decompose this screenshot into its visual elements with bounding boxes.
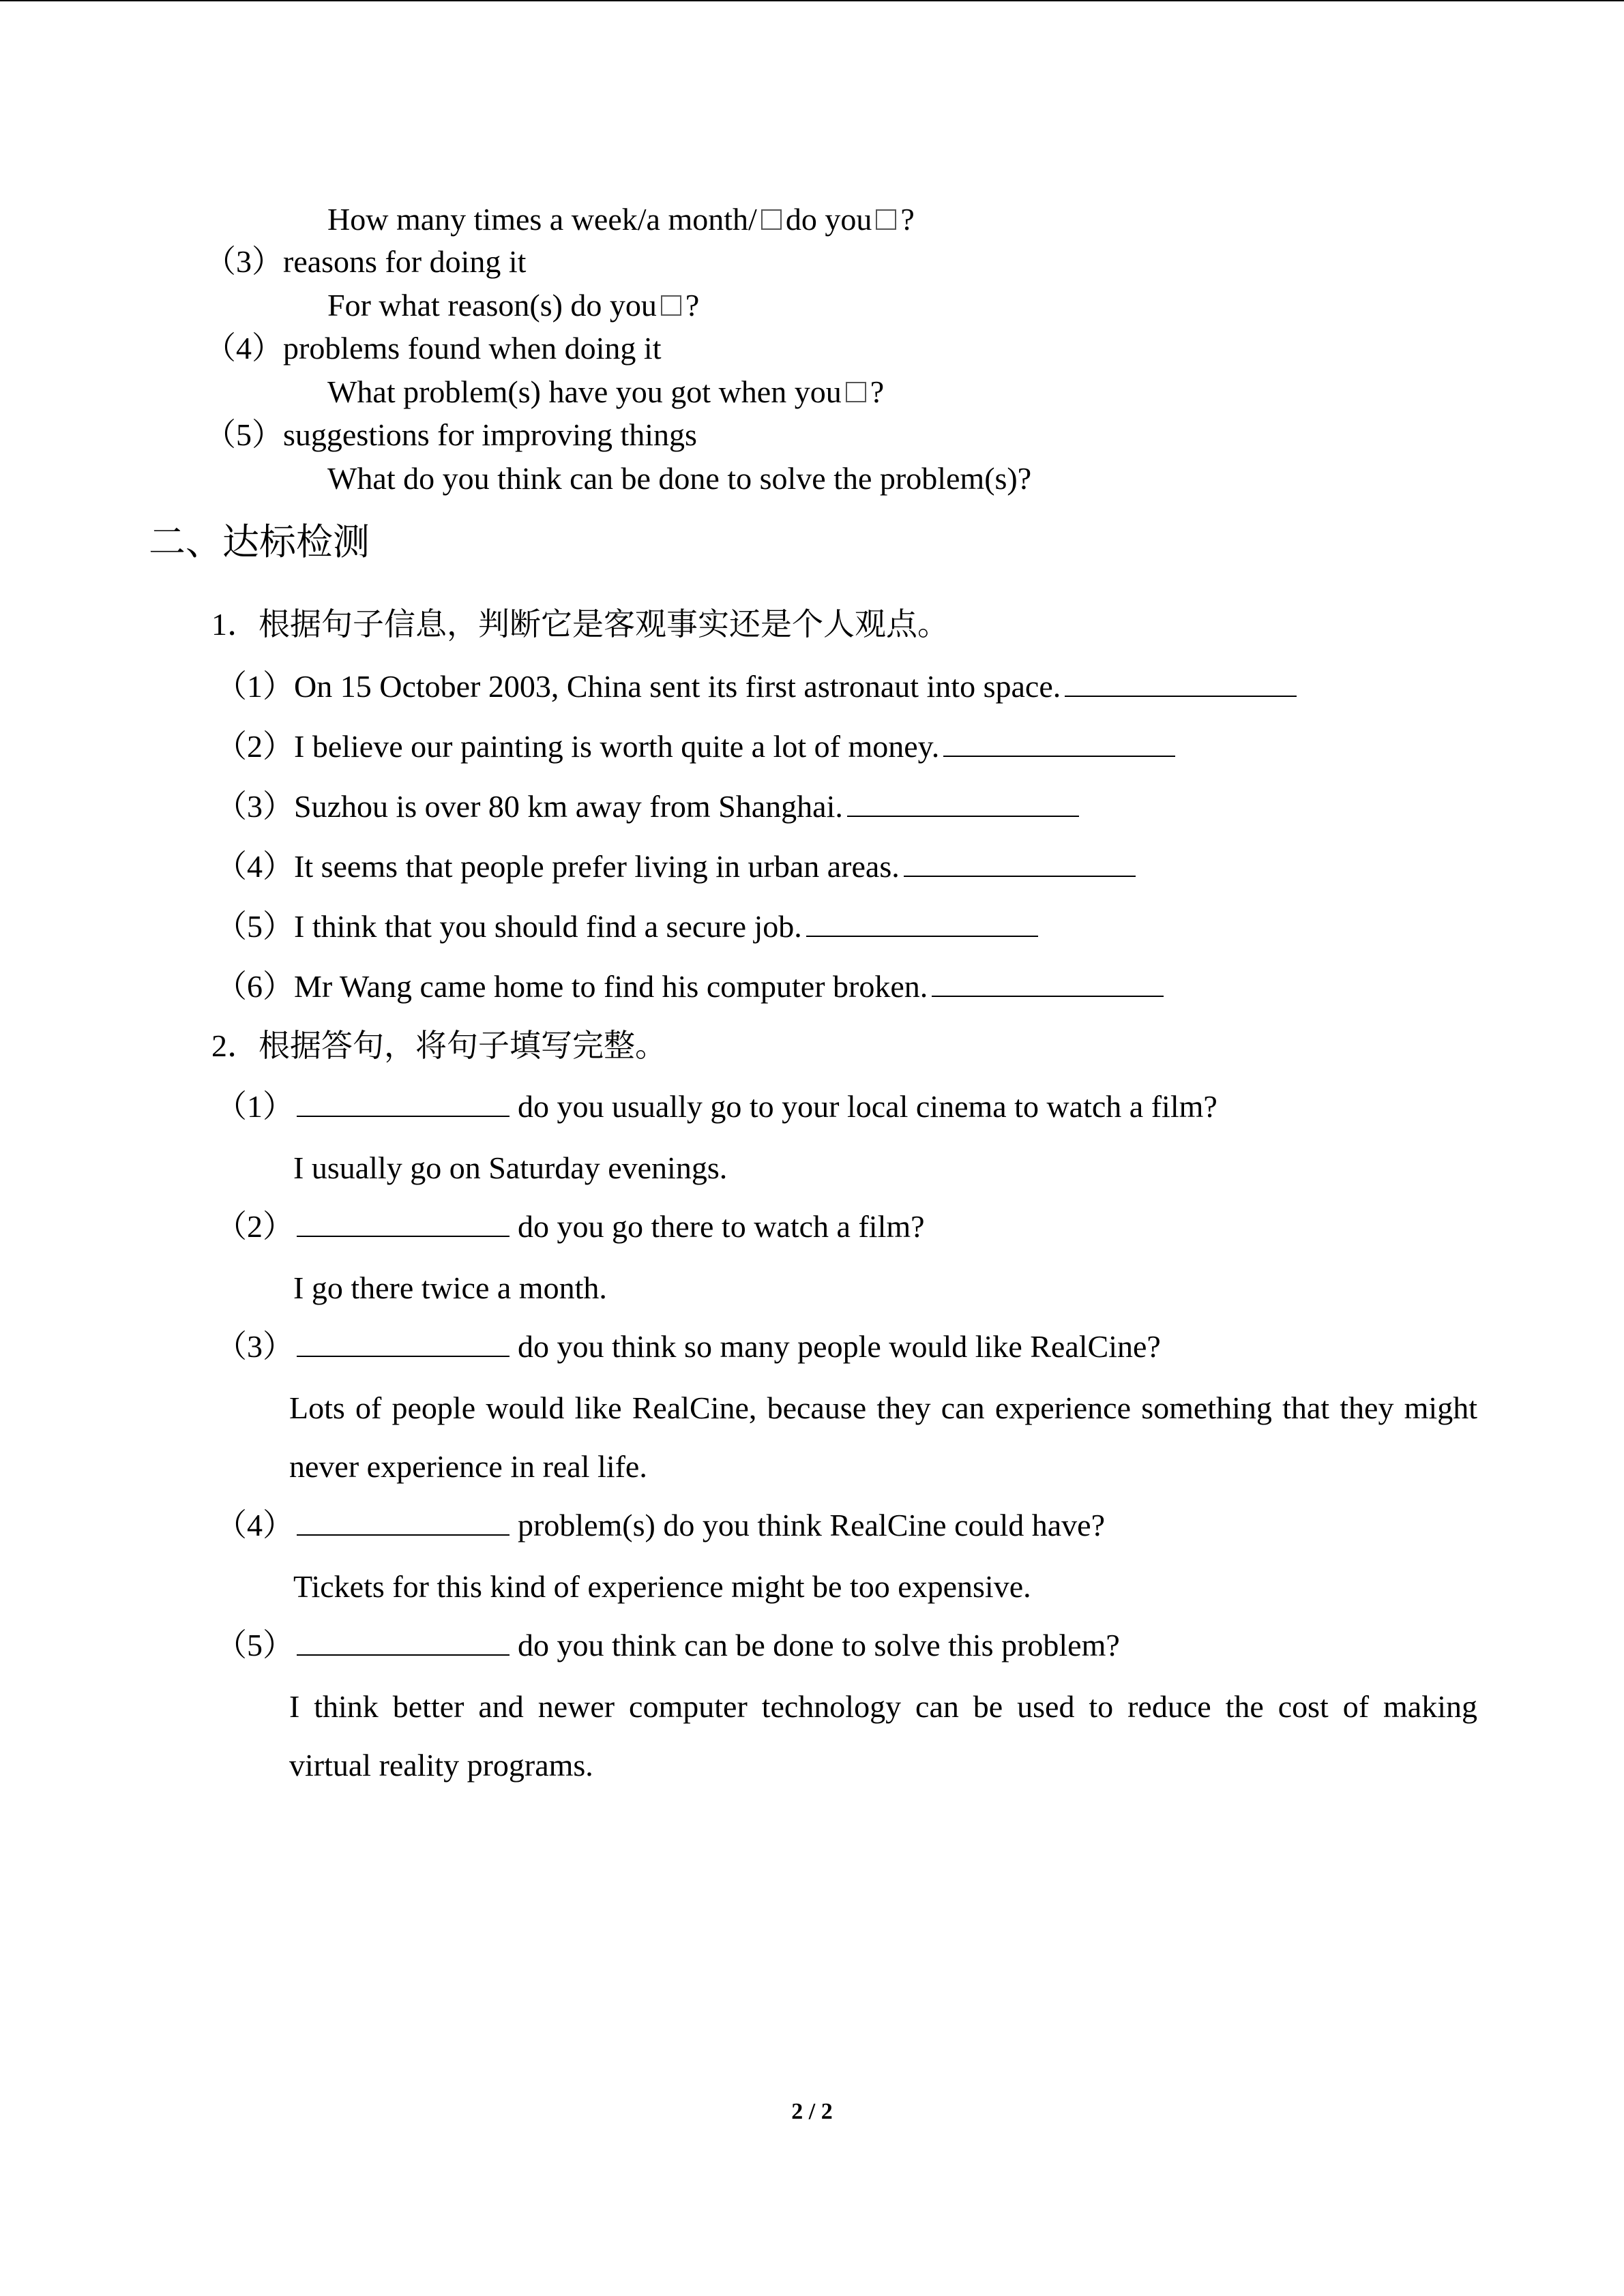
answer-blank[interactable] [806,906,1038,937]
question-text: do you usually go to your local cinema to watch a film? [518,1089,1217,1124]
answer-sentence-3-line-1: Lots of people would like RealCine, because they can experience something that they might [289,1390,1477,1425]
fact-opinion-item-1 [216,666,1301,706]
answer-blank[interactable] [904,846,1136,877]
fact-opinion-item-2 [216,726,1179,766]
answer-blank[interactable] [297,1504,510,1536]
item-text: （6）Mr Wang came home to find his computer broken. [216,969,928,1004]
item-text: （3）Suzhou is over 80 km away from Shanghai. [216,789,843,824]
question-text: problem(s) do you think RealCine could have? [518,1508,1106,1542]
survey-problem-question [327,372,884,413]
item-text: （2）I believe our painting is worth quite a lot of money. [216,729,940,764]
problem-question-text-a: What problem(s) have you got when you [327,374,842,409]
fact-opinion-item-5 [216,906,1042,946]
part2-instruction: 2．根据答句，将句子填写完整。 [211,1028,666,1063]
completion-question-5 [216,1624,1120,1665]
question-text: do you think so many people would like RealCine? [518,1329,1161,1364]
survey-item-3-label: （3）reasons for doing it [205,244,527,279]
placeholder-box-icon [761,209,782,230]
question-text: do you think can be done to solve this problem? [518,1628,1120,1663]
answer-blank[interactable] [932,966,1164,997]
frequency-question-text-a: How many times a week/a month/ [327,202,757,237]
question-number: （3） [216,1329,294,1364]
page-top-border [0,0,1624,1]
section-heading: 二、达标检测 [149,522,370,563]
completion-question-2 [216,1206,925,1247]
question-number: （4） [216,1508,294,1542]
answer-sentence-5-line-1: I think better and newer computer technology can be used to reduce the cost of making [289,1689,1477,1724]
survey-item-5-label: （5）suggestions for improving things [205,417,697,452]
fact-opinion-item-4 [216,846,1140,886]
reason-question-text-a: For what reason(s) do you [327,288,657,323]
page-number: 2 / 2 [791,2099,833,2124]
frequency-question-text-c: ? [900,202,915,237]
placeholder-box-icon [661,295,681,316]
question-text: do you go there to watch a film? [518,1209,925,1244]
survey-suggestion-question: What do you think can be done to solve the problem(s)? [327,461,1032,496]
answer-sentence-2: I go there twice a month. [293,1270,607,1305]
answer-blank[interactable] [943,726,1175,757]
question-number: （1） [216,1089,294,1124]
survey-frequency-question [327,199,915,240]
answer-blank[interactable] [297,1624,510,1656]
answer-blank[interactable] [297,1326,510,1357]
item-text: （4）It seems that people prefer living in urban areas. [216,849,900,884]
answer-blank[interactable] [297,1206,510,1237]
placeholder-box-icon [876,209,896,230]
reason-question-text-b: ? [685,288,700,323]
survey-reason-question [327,285,699,326]
frequency-question-text-b: do you [785,202,872,237]
fact-opinion-item-3 [216,786,1083,826]
answer-sentence-4: Tickets for this kind of experience might be too expensive. [293,1569,1031,1604]
question-number: （5） [216,1628,294,1663]
completion-question-1 [216,1086,1217,1127]
answer-blank[interactable] [847,786,1079,817]
survey-item-4-label: （4）problems found when doing it [205,331,662,366]
answer-blank[interactable] [297,1086,510,1117]
placeholder-box-icon [846,382,866,402]
answer-sentence-3-line-2: never experience in real life. [289,1449,647,1484]
answer-sentence-1: I usually go on Saturday evenings. [293,1150,728,1185]
part1-instruction: 1．根据句子信息，判断它是客观事实还是个人观点。 [211,607,949,642]
answer-blank[interactable] [1065,666,1297,697]
completion-question-4 [216,1504,1105,1545]
fact-opinion-item-6 [216,966,1168,1007]
completion-question-3 [216,1326,1161,1367]
answer-sentence-5-line-2: virtual reality programs. [289,1748,593,1783]
item-text: （1）On 15 October 2003, China sent its first astronaut into space. [216,669,1061,704]
question-number: （2） [216,1209,294,1244]
problem-question-text-b: ? [870,374,885,409]
item-text: （5）I think that you should find a secure job. [216,909,802,944]
